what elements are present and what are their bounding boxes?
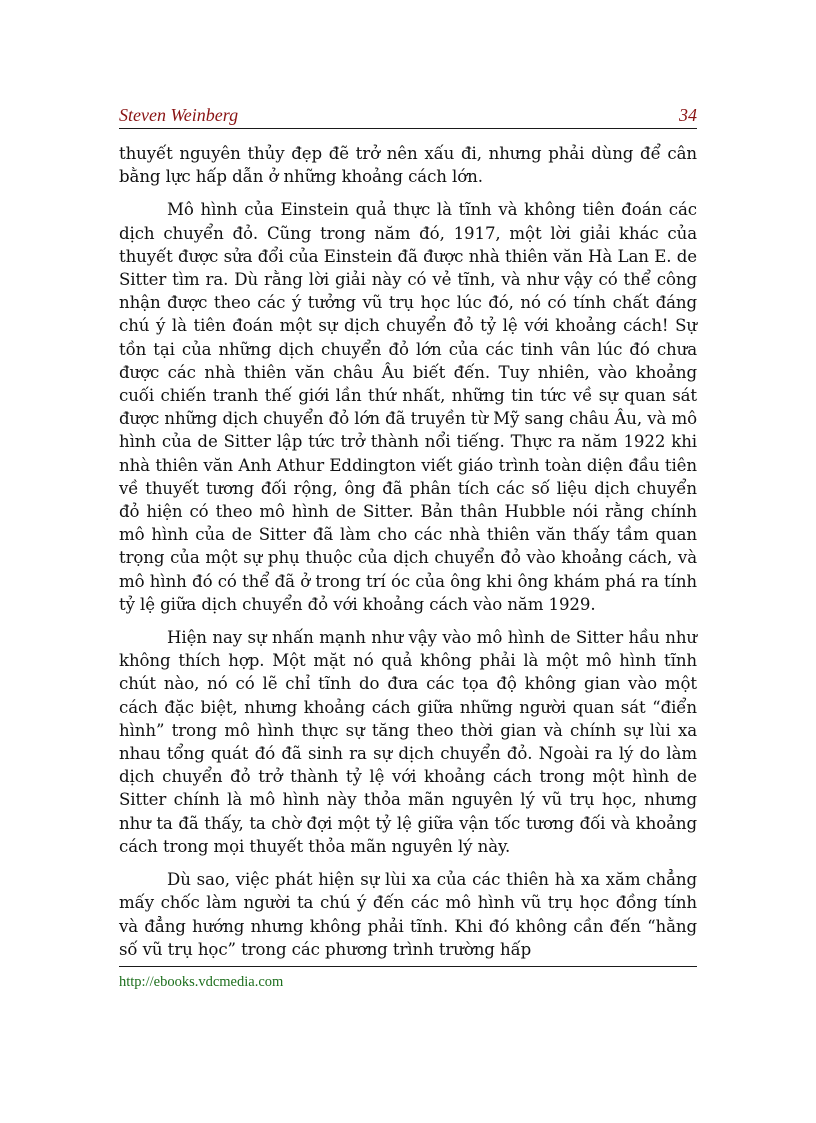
- paragraph: Hiện nay sự nhấn mạnh như vậy vào mô hình de Sitter hầu như không thích hợp. Một mặt nó quả không phải là một mô hình tĩnh chút nào, nó có lẽ chỉ tĩnh do đưa các tọa độ không gian vào một cách đặc biệt, nhưng khoảng cách giữa những người quan sát “điển hình” trong mô hình thực sự tăng theo thời gian và chính sự lùi xa nhau tổng quát đó đã sinh ra sự dịch chuyển đỏ. Ngoài ra lý do làm dịch chuyển đỏ trở thành tỷ lệ với khoảng cách trong một hình de Sitter chính là mô hình này thỏa mãn nguyên lý vũ trụ học, nhưng như ta đã thấy, ta chờ đợi một tỷ lệ giữa vận tốc tương đối và khoảng cách trong mọi thuyết thỏa mãn nguyên lý này.: [119, 628, 697, 856]
- page-footer: [119, 966, 697, 993]
- page-header: [119, 100, 697, 129]
- footer-website-link[interactable]: http://ebooks.vdcmedia.com: [119, 974, 284, 990]
- paragraph-continuation: thuyết nguyên thủy đẹp đẽ trở nên xấu đi, nhưng phải dùng để cân bằng lực hấp dẫn ở những khoảng cách lớn.: [119, 144, 697, 187]
- page-number: 34: [679, 105, 697, 125]
- paragraph: Dù sao, việc phát hiện sự lùi xa của các thiên hà xa xăm chẳng mấy chốc làm người ta chú ý đến các mô hình vũ trụ học đồng tính và đẳng hướng nhưng không phải tĩnh. Khi đó không cần đến “hằng số vũ trụ học” trong các phương trình trường hấp: [119, 870, 697, 959]
- page-body: [119, 142, 697, 971]
- header-author: Steven Weinberg: [119, 105, 239, 125]
- paragraph: Mô hình của Einstein quả thực là tĩnh và không tiên đoán các dịch chuyển đỏ. Cũng trong năm đó, 1917, một lời giải khác của thuyết được sửa đổi của Einstein đã được nhà thiên văn Hà Lan E. de Sitter tìm ra. Dù rằng lời giải này có vẻ tĩnh, và như vậy có thể công nhận được theo các ý tưởng vũ trụ học lúc đó, nó có tính chất đáng chú ý là tiên đoán một sự dịch chuyển đỏ tỷ lệ với khoảng cách! Sự tồn tại của những dịch chuyển đỏ lớn của các tinh vân lúc đó chưa được các nhà thiên văn châu Âu biết đến. Tuy nhiên, vào khoảng cuối chiến tranh thế giới lần thứ nhất, những tin tức về sự quan sát được những dịch chuyển đỏ lớn đã truyền từ Mỹ sang châu Âu, và mô hình của de Sitter lập tức trở thành nổi tiếng. Thực ra năm 1922 khi nhà thiên văn Anh Athur Eddington viết giáo trình toàn diện đầu tiên về thuyết tương đối rộng, ông đã phân tích các số liệu dịch chuyển đỏ hiện có theo mô hình de Sitter. Bản thân Hubble nói rằng chính mô hình của de Sitter đã làm cho các nhà thiên văn thấy tầm quan trọng của một sự phụ thuộc của dịch chuyển đỏ vào khoảng cách, và mô hình đó có thể đã ở trong trí óc của ông khi ông khám phá ra tính tỷ lệ giữa dịch chuyển đỏ với khoảng cách vào năm 1929.: [119, 200, 697, 614]
